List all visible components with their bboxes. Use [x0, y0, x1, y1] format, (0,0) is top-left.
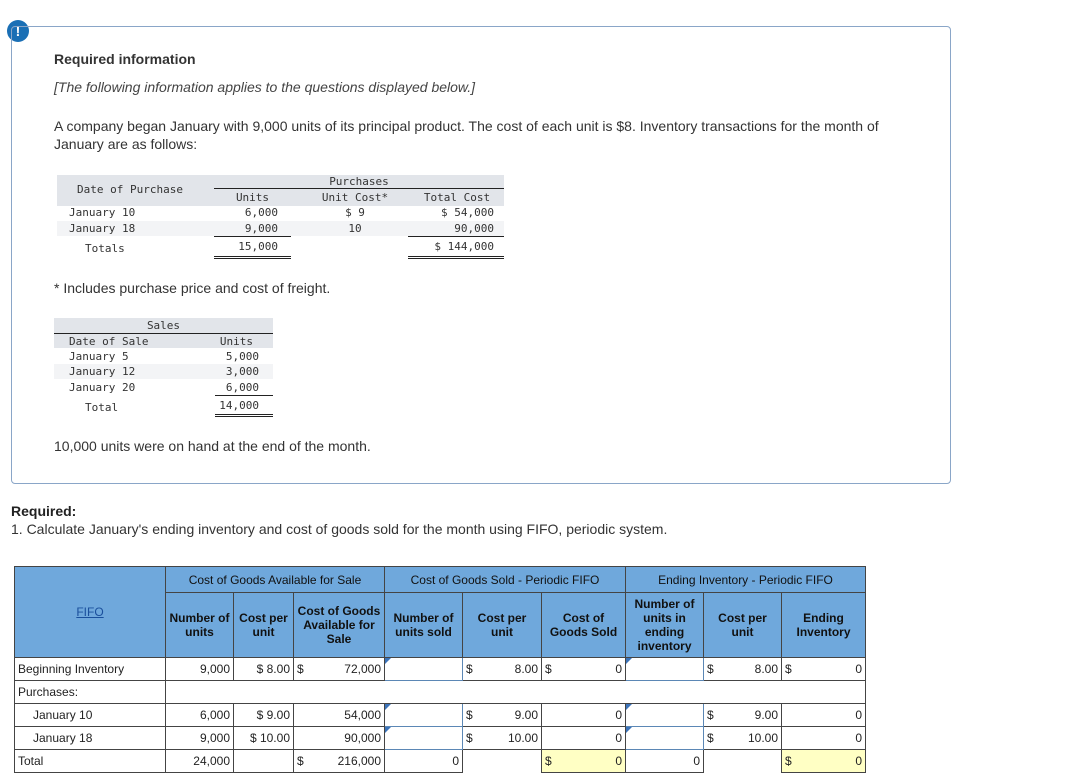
ending-units-input[interactable]: [626, 658, 704, 681]
col-header: Ending Inventory: [782, 593, 866, 658]
cost-per-unit-cell: [234, 727, 294, 750]
units-sold-input[interactable]: [385, 704, 463, 727]
row-label: Purchases:: [15, 681, 166, 704]
value: 8.00: [514, 662, 538, 676]
row-label: Beginning Inventory: [15, 658, 166, 681]
value: 0: [855, 731, 862, 745]
dollar-sign: $: [297, 754, 304, 768]
value: $ 8.00: [256, 662, 290, 676]
value: 0: [855, 754, 862, 768]
cell: Totals: [85, 242, 125, 255]
col-header: Number of units sold: [385, 593, 463, 658]
cell: 3,000: [225, 365, 259, 378]
total-cogs-cell: [542, 750, 626, 773]
total-cogas-cell: [294, 750, 385, 773]
cogs-cost-per-unit-cell: [463, 704, 542, 727]
dollar-sign: $: [707, 662, 714, 676]
dollar-sign: $: [466, 708, 473, 722]
cost-per-unit-cell: [234, 704, 294, 727]
col-total: Total Cost: [423, 191, 491, 204]
subheading: [The following information applies to the questions displayed below.]: [54, 79, 476, 95]
cell: January 18: [69, 222, 136, 235]
value: 0: [615, 754, 622, 768]
dollar-sign: $: [466, 662, 473, 676]
cogas-cell: [294, 704, 385, 727]
cell: $ 144,000: [434, 240, 494, 253]
cell: 6,000: [244, 206, 278, 219]
table-row: [15, 681, 866, 704]
cost-per-unit-cell: [234, 658, 294, 681]
fifo-worksheet-table: [14, 566, 866, 773]
col-header: Cost per unit: [704, 593, 782, 658]
cell: 15,000: [238, 240, 278, 253]
value: 9,000: [199, 731, 230, 745]
cell: 90,000: [454, 222, 494, 235]
col-header: Number of units in ending inventory: [626, 593, 704, 658]
units-cell: [166, 727, 234, 750]
group-ending-inventory: Ending Inventory - Periodic FIFO: [626, 567, 866, 593]
col-header: Cost of Goods Available for Sale: [294, 593, 385, 658]
table-row: [15, 658, 866, 681]
dollar-sign: $: [707, 708, 714, 722]
dollar-sign: $: [707, 731, 714, 745]
row-label: January 10: [15, 704, 166, 727]
value: 0: [693, 754, 700, 768]
dollar-sign: $: [785, 662, 792, 676]
col-units: Units: [219, 335, 253, 348]
ei-cost-per-unit-cell: [704, 727, 782, 750]
required-label: Required:: [11, 503, 77, 519]
value: 0: [855, 708, 862, 722]
alert-icon: !: [7, 20, 29, 42]
row-label: January 18: [15, 727, 166, 750]
table-row: [15, 727, 866, 750]
total-units-cell: [166, 750, 234, 773]
cell: $ 54,000: [441, 206, 494, 219]
value: 6,000: [199, 708, 230, 722]
cogas-cell: [294, 658, 385, 681]
fifo-header: [15, 567, 166, 658]
cogs-cost-per-unit-cell: [463, 658, 542, 681]
empty-cell: [463, 750, 542, 773]
cell: January 5: [69, 350, 129, 363]
value: $ 10.00: [249, 731, 290, 745]
cell: Total: [85, 401, 119, 414]
heading: Required information: [54, 51, 196, 67]
ending-inventory-cell: [782, 727, 866, 750]
cogs-cell: [542, 704, 626, 727]
value: 0: [855, 662, 862, 676]
table-row: [15, 704, 866, 727]
cell: 14,000: [219, 399, 259, 412]
col-header: Cost per unit: [463, 593, 542, 658]
total-row: [15, 750, 866, 773]
dollar-sign: $: [297, 662, 304, 676]
cell: January 10: [69, 206, 136, 219]
col-units: Units: [235, 191, 270, 204]
value: 216,000: [337, 754, 381, 768]
dollar-sign: $: [545, 662, 552, 676]
col-unit-cost: Unit Cost*: [321, 191, 389, 204]
units-cell: [166, 658, 234, 681]
cogs-cell: [542, 658, 626, 681]
on-hand-text: 10,000 units were on hand at the end of the month.: [54, 438, 371, 454]
footnote: * Includes purchase price and cost of freight.: [54, 280, 331, 296]
cell: January 12: [69, 365, 136, 378]
units-sold-input[interactable]: [385, 658, 463, 681]
total-ending-inventory-cell: [782, 750, 866, 773]
cell: $ 9: [345, 206, 365, 219]
value: 9.00: [514, 708, 538, 722]
dollar-sign: $: [466, 731, 473, 745]
value: 90,000: [344, 731, 381, 745]
empty-cell: [166, 681, 866, 704]
value: 0: [615, 708, 622, 722]
ending-units-input[interactable]: [626, 704, 704, 727]
row-label: Total: [15, 750, 166, 773]
ending-inventory-cell: [782, 658, 866, 681]
ei-cost-per-unit-cell: [704, 658, 782, 681]
value: 0: [615, 662, 622, 676]
ending-units-input-field[interactable]: [629, 660, 700, 678]
ending-units-input-field[interactable]: [629, 706, 700, 724]
intro-text: A company began January with 9,000 units of its principal product. The cost of each unit is $8. Inventory transactions for the month of January are as follows:: [54, 118, 879, 152]
question-text: 1. Calculate January's ending inventory and cost of goods sold for the month using FIFO, periodic system.: [11, 521, 668, 537]
col-header: Number of units: [166, 593, 234, 658]
cogs-cost-per-unit-cell: [463, 727, 542, 750]
value: 10.00: [747, 731, 778, 745]
group-cogas: Cost of Goods Available for Sale: [166, 567, 385, 593]
value: 0: [615, 731, 622, 745]
value: 54,000: [344, 708, 381, 722]
empty-cell: [704, 750, 782, 773]
col-header: Cost per unit: [234, 593, 294, 658]
cogas-cell: [294, 727, 385, 750]
ending-units-input-field[interactable]: [629, 729, 700, 747]
purchases-group: Purchases: [329, 175, 389, 188]
units-sold-input-field[interactable]: [388, 729, 459, 747]
value: 9,000: [199, 662, 230, 676]
group-cogs: Cost of Goods Sold - Periodic FIFO: [385, 567, 626, 593]
value: 0: [452, 754, 459, 768]
total-units-sold-cell: [385, 750, 463, 773]
cell: 6,000: [225, 381, 259, 394]
fifo-link[interactable]: FIFO: [76, 605, 104, 619]
col-date: Date of Sale: [69, 335, 149, 348]
value: 9.00: [754, 708, 778, 722]
value: 24,000: [193, 754, 230, 768]
total-ending-units-cell: [626, 750, 704, 773]
cell: 5,000: [225, 350, 259, 363]
value: $ 9.00: [256, 708, 290, 722]
cell: January 20: [69, 381, 136, 394]
value: 72,000: [344, 662, 381, 676]
col-date: Date of Purchase: [77, 183, 183, 196]
cell: 9,000: [244, 222, 278, 235]
ei-cost-per-unit-cell: [704, 704, 782, 727]
col-header: Cost of Goods Sold: [542, 593, 626, 658]
sales-group: Sales: [146, 319, 181, 332]
empty-cell: [234, 750, 294, 773]
cogs-cell: [542, 727, 626, 750]
ending-inventory-cell: [782, 704, 866, 727]
units-sold-input-field[interactable]: [388, 706, 459, 724]
value: 8.00: [754, 662, 778, 676]
units-sold-input[interactable]: [385, 727, 463, 750]
dollar-sign: $: [545, 754, 552, 768]
cell: 10: [348, 222, 362, 235]
units-cell: [166, 704, 234, 727]
ending-units-input[interactable]: [626, 727, 704, 750]
value: 10.00: [507, 731, 538, 745]
units-sold-input-field[interactable]: [388, 660, 459, 678]
dollar-sign: $: [785, 754, 792, 768]
